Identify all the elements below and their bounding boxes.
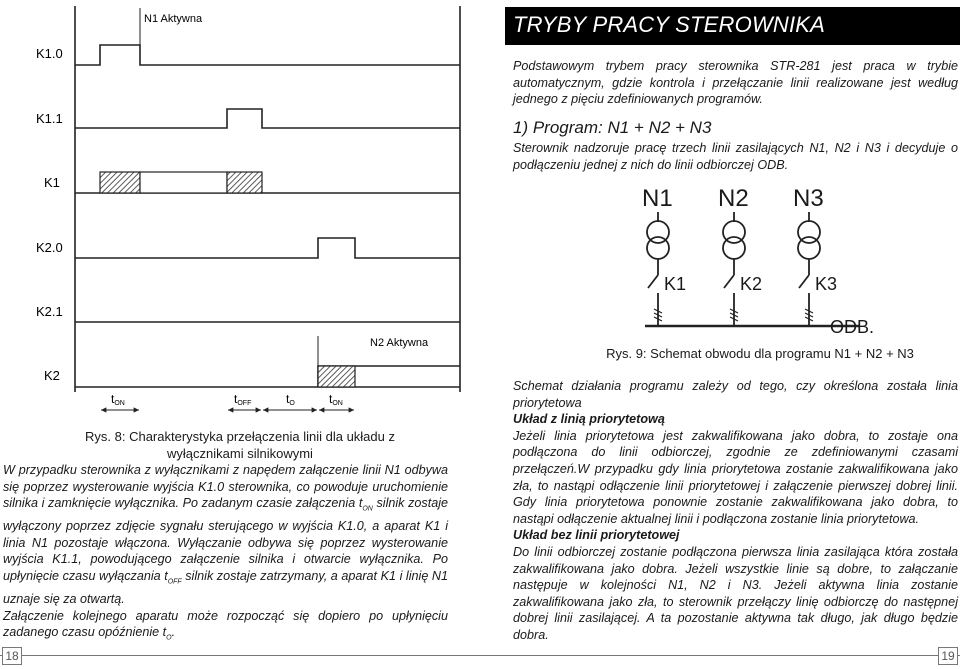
annotation-n2-active: N2 Aktywna: [370, 337, 429, 349]
row-label-k2: K2: [44, 368, 60, 383]
figure-8-caption-line2: wyłącznikami silnikowymi: [167, 446, 313, 461]
paragraph-no-priority: Do linii odbiorczej zostanie podłączona pierwsza linia zasilająca która została zakwalifikowana jako dobra. Jeżeli wszystkie linie są dobre, to załączanie następuje w kolejności N1, N2 i N3. Jeżeli aktywna linia zostanie zakwalifikowana jako zła, to sterownik przełączy linię odbiorczę do następnej dobrej linii zasilającej. A ta pozostanie aktywna tak długo, jak długo będzie dobra.: [513, 544, 958, 642]
paragraph-delay: Załączenie kolejnego aparatu może rozpocząć się dopiero po upłynięciu zadanego czasu opóźnienie $t_O$.: [3, 608, 448, 642]
time-label-toff: tOFF: [234, 392, 252, 407]
paragraph-priority: Jeżeli linia priorytetowa jest zakwalifikowana jako dobra, to zostaje ona podłączona do linii odbiorczej, zgodnie ze zdefiniowanymi czasami przełączeń.W przypadku gdy linia priorytetowa zostanie zakwalifikowana jako zła, to nastąpi odłączenie linii priorytetowej i załączenie pierwszej dobrej linii. Gdy linia priorytetowa ponownie zostanie zakwalifikowana jako dobra, to nastąpi odłączenie aktualnej linii i podłączona zostanie linia priorytetowa.: [513, 428, 958, 526]
k2-switching-band: [318, 366, 355, 387]
page-number-left: 18: [2, 647, 22, 665]
program-description: Sterownik nadzoruje pracę trzech linii zasilających N1, N2 i N3 i decyduje o podłączeniu jednej z nich do linii odbiorczej ODB.: [513, 141, 958, 172]
section-title: TRYBY PRACY STEROWNIKA: [513, 12, 826, 37]
time-label-to: tO: [286, 392, 295, 407]
heading-no-priority: Układ bez linii priorytetowej: [513, 528, 680, 543]
figure-8-caption: [20, 428, 460, 462]
output-label-odb: ODB.: [830, 317, 875, 336]
heading-priority: Układ z linią priorytetową: [513, 412, 665, 427]
line-label-n3: N3: [793, 185, 824, 212]
switch-label-k3: K3: [815, 274, 838, 294]
switch-label-k1: K1: [664, 274, 687, 294]
row-label-k2-1: K2.1: [36, 304, 63, 319]
circuit-schematic: [590, 178, 920, 336]
row-label-k1-1: K1.1: [36, 111, 63, 126]
footer-rule: [0, 655, 960, 656]
signal-k1-1: [75, 109, 460, 128]
program-heading: 1) Program: N1 + N2 + N3: [513, 118, 712, 137]
time-label-ton-2: tON: [329, 392, 343, 407]
signal-k2-0: [75, 238, 460, 258]
right-body-text: [513, 378, 958, 644]
k1-switching-band: [227, 172, 262, 193]
annotation-n1-active: N1 Aktywna: [144, 13, 203, 25]
figure-9-caption: Rys. 9: Schemat obwodu dla programu N1 + N2 + N3: [606, 346, 914, 361]
paragraph-motor-switch: W przypadku sterownika z wyłącznikami z napędem załączenie linii N1 odbywa się poprzez wysterowanie wyjścia K1.0 sterownika, co powoduje uruchomienie silnika i zamknięcie wyłącznika. Po zadanym czasie załączenia $t_{ON}$ silnik zostaje wyłączony poprzez zdjęcie sygnału sterującego w wyjścia K1.0, a aparat K1 i linia N1 pozostaje włączona. Wyłączanie odbywa się poprzez wysterowanie wyjścia K1.1, powodującego załączenie silnika i otwarcie wyłącznika. Po upłynięcie czasu wyłączania $t_{OFF}$ silnik zostaje zatrzymany, a aparat K1 i linię N1 uznaje się za otwartą.: [3, 463, 448, 607]
left-body-text: [3, 462, 448, 647]
k1-switching-band: [100, 172, 140, 193]
page-number-right: 19: [938, 647, 958, 665]
row-label-k1-0: K1.0: [36, 46, 63, 61]
timing-diagram: [0, 0, 470, 420]
row-label-k1: K1: [44, 175, 60, 190]
line-label-n1: N1: [642, 185, 673, 212]
row-label-k2-0: K2.0: [36, 240, 63, 255]
intro-paragraph: Podstawowym trybem pracy sterownika STR-281 jest praca w trybie automatycznym, gdzie kontrola i przełączanie linii realizowane jest według jednego z pięciu zdefiniowanych programów.: [513, 59, 958, 107]
paragraph-schemat: Schemat działania programu zależy od tego, czy określona została linia priorytetowa: [513, 379, 958, 410]
line-label-n2: N2: [718, 185, 749, 212]
figure-8-caption-line1: Rys. 8: Charakterystyka przełączenia linii dla układu z: [85, 429, 395, 444]
time-label-ton: tON: [111, 392, 125, 407]
switch-label-k2: K2: [740, 274, 763, 294]
signal-k1-0: [75, 45, 460, 65]
k1-on-band: [140, 172, 227, 193]
